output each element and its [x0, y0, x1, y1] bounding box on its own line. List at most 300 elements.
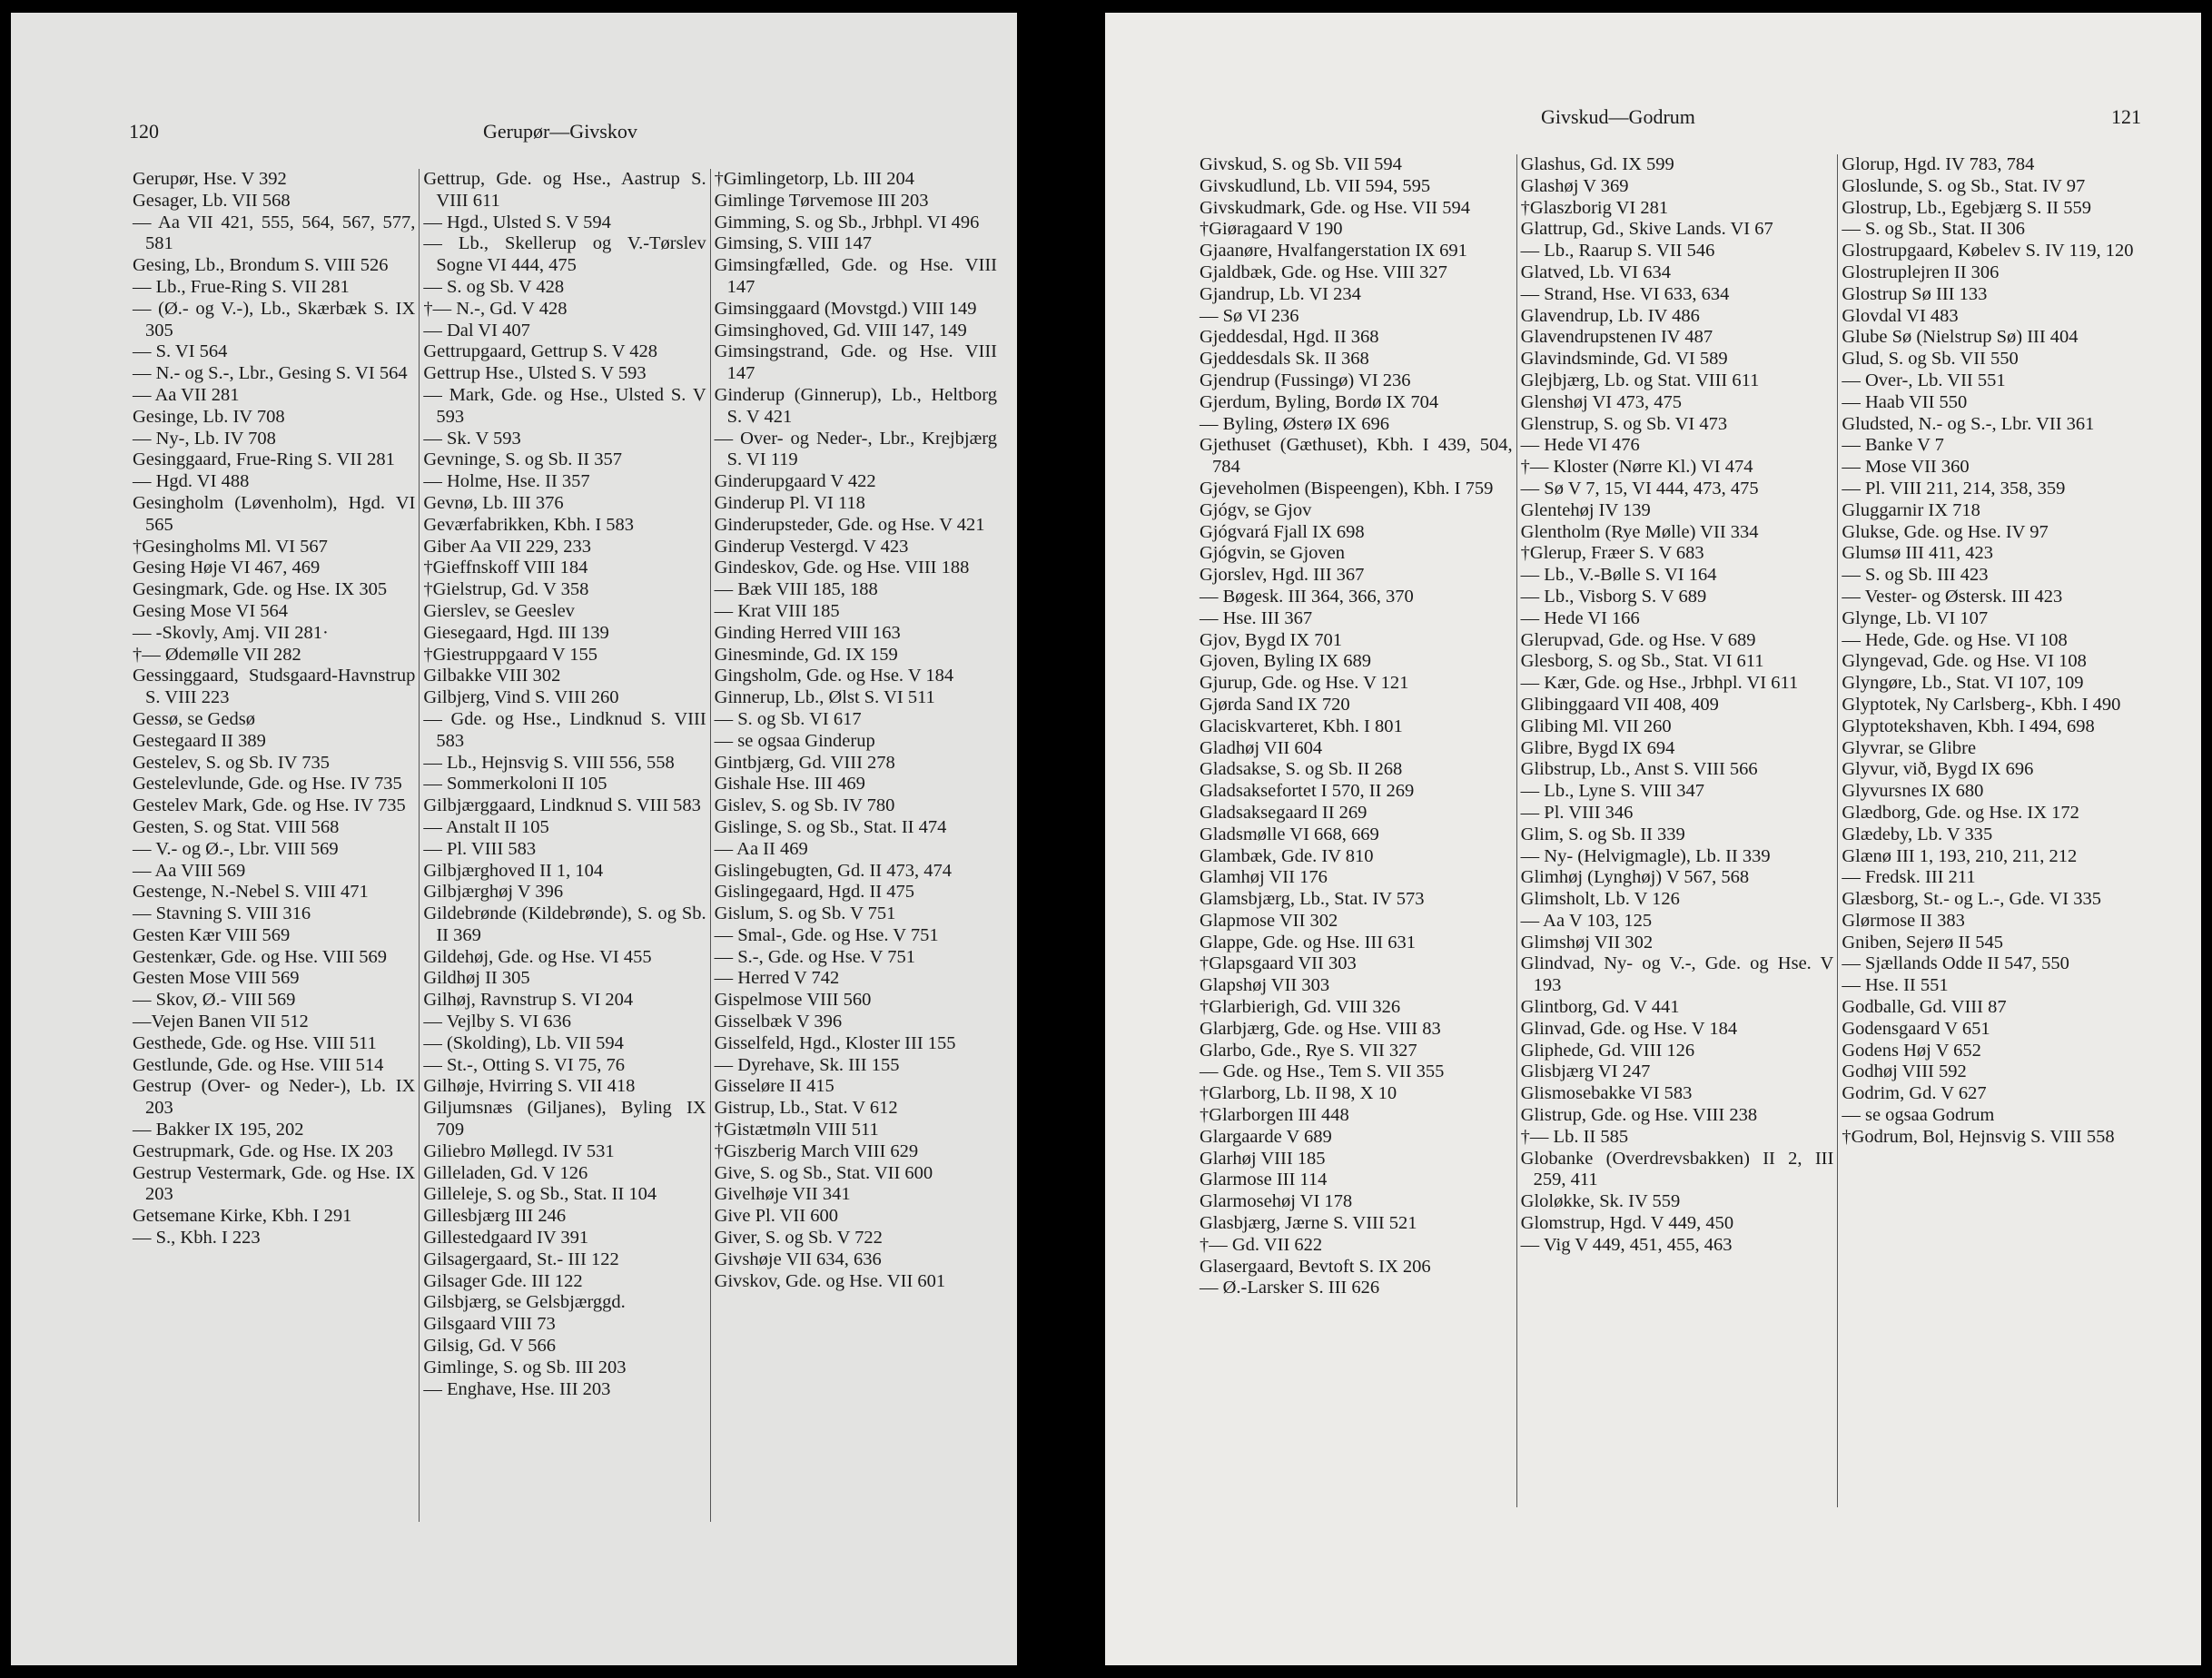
index-entry: — Over-, Lb. VII 551: [1842, 370, 2006, 390]
index-entry: Gintbjærg, Gd. VIII 278: [714, 752, 895, 773]
index-entry: Gliphede, Gd. VIII 126: [1520, 1040, 1695, 1061]
index-entry: Glarhøj VIII 185: [1200, 1148, 1326, 1169]
index-entry: — S. og Sb. VI 617: [714, 708, 862, 729]
index-entry: Glud, S. og Sb. VII 550: [1842, 349, 2019, 370]
page-number: 120: [129, 120, 159, 143]
index-entry: Glargaarde V 689: [1200, 1126, 1332, 1147]
index-entry: Gimsingfælled, Gde. og Hse. VIII 147: [714, 255, 997, 297]
index-entry: Gimsing, S. VIII 147: [714, 233, 872, 254]
index-entry: — Hede VI 166: [1520, 607, 1640, 628]
index-entry: Ginderup Vestergd. V 423: [714, 536, 909, 557]
index-entry: Gesten, S. og Stat. VIII 568: [133, 816, 340, 837]
index-column: [1837, 154, 2158, 1507]
index-entry: Gjógvará Fjall IX 698: [1200, 521, 1365, 542]
index-entry: †Glapsgaard VII 303: [1200, 953, 1357, 974]
index-entry: Givshøje VII 634, 636: [714, 1249, 882, 1269]
index-entry: Glindvad, Ny- og V.-, Gde. og Hse. V 193: [1520, 953, 1834, 996]
index-entry: — Gde. og Hse., Lindknud S. VIII 583: [423, 708, 706, 751]
index-entry: — Skov, Ø.- VIII 569: [133, 990, 296, 1011]
index-entry: Glenstrup, S. og Sb. VI 473: [1520, 413, 1728, 434]
index-entry: — S., Kbh. I 223: [133, 1228, 261, 1249]
index-entry: Glyngøre, Lb., Stat. VI 107, 109: [1842, 673, 2084, 694]
index-entry: Gestenkær, Gde. og Hse. VIII 569: [133, 946, 388, 967]
index-entry: — Smal-, Gde. og Hse. V 751: [714, 924, 939, 945]
index-entry: Glæsborg, St.- og L.-, Gde. VI 335: [1842, 889, 2102, 910]
index-entry: Gestelev, S. og Sb. IV 735: [133, 752, 330, 773]
index-entry: — Haab VII 550: [1842, 391, 1968, 412]
index-entry: Gloslunde, S. og Sb., Stat. IV 97: [1842, 175, 2086, 196]
index-entry: Gilsagergaard, St.- III 122: [423, 1249, 619, 1269]
index-entry: Glovdal VI 483: [1842, 305, 1959, 326]
index-entry: Gimming, S. og Sb., Jrbhpl. VI 496: [714, 212, 980, 232]
index-entry: Glyptotek, Ny Carlsberg-, Kbh. I 490: [1842, 694, 2121, 715]
index-entry: Gillestedgaard IV 391: [423, 1228, 589, 1249]
index-entry: — Hse. III 367: [1200, 607, 1313, 628]
index-entry: Glasbjærg, Jærne S. VIII 521: [1200, 1213, 1417, 1234]
index-entry: — Fredsk. III 211: [1842, 867, 1976, 888]
index-entry: — Aa VII 421, 555, 564, 567, 577, 581: [133, 212, 416, 254]
index-entry: — Holme, Hse. II 357: [423, 471, 590, 492]
index-entry: Glube Sø (Nielstrup Sø) III 404: [1842, 327, 2079, 348]
index-entry: Gillesbjærg III 246: [423, 1206, 567, 1227]
index-entry: — V.- og Ø.-, Lbr. VIII 569: [133, 838, 339, 859]
index-entry: — Hse. II 551: [1842, 975, 1949, 996]
index-entry: — S. og Sb., Stat. II 306: [1842, 219, 2025, 240]
index-entry: Gjethuset (Gæthuset), Kbh. I 439, 504, 784: [1200, 435, 1513, 478]
index-entry: Gerupør, Hse. V 392: [133, 169, 287, 189]
index-entry: Glædborg, Gde. og Hse. IX 172: [1842, 802, 2079, 823]
index-entry: Gildhøj II 305: [423, 968, 530, 989]
index-entry: Glibstrup, Lb., Anst S. VIII 566: [1520, 759, 1758, 780]
index-entry: Glaciskvarteret, Kbh. I 801: [1200, 716, 1403, 736]
index-column: [1516, 154, 1838, 1507]
index-entry: — Lb., Lyne S. VIII 347: [1520, 781, 1704, 802]
index-entry: Gishale Hse. III 469: [714, 774, 865, 795]
index-entry: — Mark, Gde. og Hse., Ulsted S. V 593: [423, 384, 706, 427]
index-entry: Glapmose VII 302: [1200, 910, 1338, 931]
index-entry: Glarbjærg, Gde. og Hse. VIII 83: [1200, 1018, 1441, 1039]
index-entry: — Strand, Hse. VI 633, 634: [1520, 283, 1730, 304]
index-entry: — Pl. VIII 583: [423, 838, 537, 859]
index-entry: — Kær, Gde. og Hse., Jrbhpl. VI 611: [1520, 673, 1799, 694]
index-entry: Gilleladen, Gd. V 126: [423, 1162, 588, 1183]
index-entry: Godballe, Gd. VIII 87: [1842, 997, 2007, 1018]
index-entry: †Giøragaard V 190: [1200, 219, 1343, 240]
index-entry: Glesborg, S. og Sb., Stat. VI 611: [1520, 651, 1764, 672]
index-entry: Gestlunde, Gde. og Hse. VIII 514: [133, 1054, 384, 1075]
index-entry: Gjaldbæk, Gde. og Hse. VIII 327: [1200, 262, 1447, 282]
index-entry: — Hgd., Ulsted S. V 594: [423, 212, 611, 232]
index-entry: Givskov, Gde. og Hse. VII 601: [714, 1270, 946, 1291]
index-entry: †— N.-, Gd. V 428: [423, 298, 568, 319]
left-page: [11, 13, 1017, 1665]
index-entry: †Glarbierigh, Gd. VIII 326: [1200, 997, 1401, 1018]
index-column: [1196, 154, 1516, 1507]
index-entry: Glorup, Hgd. IV 783, 784: [1842, 154, 2035, 174]
index-entry: Gisseløre II 415: [714, 1076, 834, 1097]
index-entry: Glentholm (Rye Mølle) VII 334: [1520, 521, 1759, 542]
index-entry: Glænø III 1, 193, 210, 211, 212: [1842, 845, 2078, 866]
index-entry: Gesingholm (Løvenholm), Hgd. VI 565: [133, 492, 416, 535]
index-entry: Gladsaksefortet I 570, II 269: [1200, 781, 1415, 802]
index-entry: Gesing, Lb., Brondum S. VIII 526: [133, 255, 389, 276]
index-entry: — Bakker IX 195, 202: [133, 1120, 304, 1140]
index-entry: Godrim, Gd. V 627: [1842, 1083, 1987, 1104]
index-entry: Gesten Kær VIII 569: [133, 924, 291, 945]
index-entry: — Lb., Frue-Ring S. VII 281: [133, 276, 350, 297]
index-entry: Gisselbæk V 396: [714, 1012, 843, 1032]
index-entry: — (Skolding), Lb. VII 594: [423, 1032, 624, 1053]
index-entry: Gimlinge, S. og Sb. III 203: [423, 1357, 627, 1377]
index-entry: — Lb., Raarup S. VII 546: [1520, 241, 1715, 262]
index-entry: Glentehøj IV 139: [1520, 499, 1651, 520]
index-entry: — Sjællands Odde II 547, 550: [1842, 953, 2069, 974]
index-entry: Gilbjærghøj V 396: [423, 882, 564, 903]
index-entry: — Aa V 103, 125: [1520, 910, 1653, 931]
index-entry: †Gimlingetorp, Lb. III 204: [714, 169, 914, 189]
index-entry: Glyngevad, Gde. og Hse. VI 108: [1842, 651, 2087, 672]
index-entry: — Dyrehave, Sk. III 155: [714, 1054, 900, 1075]
index-entry: — Anstalt II 105: [423, 816, 549, 837]
index-entry: †— Gd. VII 622: [1200, 1234, 1323, 1255]
index-entry: — Vig V 449, 451, 455, 463: [1520, 1234, 1733, 1255]
index-entry: Gilbjærggaard, Lindknud S. VIII 583: [423, 795, 701, 816]
index-entry: Gestrup (Over- og Neder-), Lb. IX 203: [133, 1076, 416, 1119]
index-entry: Glørmose II 383: [1842, 910, 1965, 931]
index-entry: Givelhøje VII 341: [714, 1184, 851, 1205]
index-entry: Gestrupmark, Gde. og Hse. IX 203: [133, 1140, 393, 1161]
index-entry: — S.-, Gde. og Hse. V 751: [714, 946, 915, 967]
index-entry: — Mose VII 360: [1842, 457, 1970, 478]
index-entry: Gevninge, S. og Sb. II 357: [423, 449, 622, 470]
index-entry: Glintborg, Gd. V 441: [1520, 997, 1680, 1018]
index-entry: †Gieffnskoff VIII 184: [423, 558, 588, 578]
index-entry: Glukse, Gde. og Hse. IV 97: [1842, 521, 2049, 542]
index-entry: Gislum, S. og Sb. V 751: [714, 903, 896, 924]
index-entry: Gesthede, Gde. og Hse. VIII 511: [133, 1032, 377, 1053]
index-entry: Glashus, Gd. IX 599: [1520, 154, 1674, 174]
index-entry: Gjeddesdals Sk. II 368: [1200, 349, 1369, 370]
index-entry: — Aa VII 281: [133, 384, 240, 405]
index-entry: Glyvur, við, Bygd IX 696: [1842, 759, 2034, 780]
index-entry: — Aa II 469: [714, 838, 808, 859]
index-entry: Gierslev, se Geeslev: [423, 600, 575, 621]
index-entry: Gettrup Hse., Ulsted S. V 593: [423, 363, 647, 384]
index-entry: Glatved, Lb. VI 634: [1520, 262, 1671, 282]
index-entry: Glasergaard, Bevtoft S. IX 206: [1200, 1256, 1431, 1277]
index-entry: Glimshøj VII 302: [1520, 932, 1654, 953]
index-entry: Gladsmølle VI 668, 669: [1200, 824, 1379, 844]
index-entry: Glisbjærg VI 247: [1520, 1061, 1651, 1082]
index-entry: Geværfabrikken, Kbh. I 583: [423, 514, 635, 535]
index-entry: — Sk. V 593: [423, 428, 521, 449]
index-entry: Gispelmose VIII 560: [714, 990, 872, 1011]
index-entry: Glerupvad, Gde. og Hse. V 689: [1520, 629, 1756, 650]
index-entry: — Lb., Visborg S. V 689: [1520, 586, 1707, 607]
index-entry: Glyptotekshaven, Kbh. I 494, 698: [1842, 716, 2095, 736]
index-entry: Gjandrup, Lb. VI 234: [1200, 283, 1361, 304]
index-entry: Gisselfeld, Hgd., Kloster III 155: [714, 1032, 956, 1053]
index-entry: †— Lb. II 585: [1520, 1126, 1629, 1147]
index-entry: †Glaszborig VI 281: [1520, 197, 1669, 218]
index-entry: Gesing Høje VI 467, 469: [133, 558, 321, 578]
index-entry: Glarmosehøj VI 178: [1200, 1191, 1353, 1212]
index-entry: Gilsgaard VIII 73: [423, 1314, 556, 1335]
index-entry: Gjov, Bygd IX 701: [1200, 629, 1342, 650]
index-entry: Give Pl. VII 600: [714, 1206, 838, 1227]
index-entry: Glarmose III 114: [1200, 1170, 1328, 1190]
index-entry: Gjaanøre, Hvalfangerstation IX 691: [1200, 241, 1467, 262]
index-entry: — se ogsaa Ginderup: [714, 730, 875, 751]
index-entry: Gilhøj, Ravnstrup S. VI 204: [423, 990, 634, 1011]
index-entry: Gloløkke, Sk. IV 559: [1520, 1191, 1681, 1212]
index-entry: †— Kloster (Nørre Kl.) VI 474: [1520, 457, 1753, 478]
index-entry: Glostrupgaard, Købelev S. IV 119, 120: [1842, 241, 2134, 262]
index-entry: Glostruplejren II 306: [1842, 262, 2000, 282]
index-entry: Glambæk, Gde. IV 810: [1200, 845, 1374, 866]
index-entry: Ginding Herred VIII 163: [714, 622, 901, 643]
index-entry: Gesinge, Lb. IV 708: [133, 406, 285, 427]
index-entry: Gistrup, Lb., Stat. V 612: [714, 1098, 898, 1119]
index-entry: Ginderup Pl. VI 118: [714, 492, 865, 513]
index-entry: Gimsingstrand, Gde. og Hse. VIII 147: [714, 341, 997, 384]
index-entry: Gettrupgaard, Gettrup S. V 428: [423, 341, 658, 362]
index-entry: — Hgd. VI 488: [133, 471, 250, 492]
index-entry: Gilsig, Gd. V 566: [423, 1336, 556, 1357]
index-entry: Gessinggaard, Studsgaard-Havnstrup S. VIII 223: [133, 666, 416, 708]
index-entry: — S. og Sb. III 423: [1842, 565, 1989, 586]
index-entry: — Aa VIII 569: [133, 860, 246, 881]
index-entry: Gildebrønde (Kildebrønde), S. og Sb. II 369: [423, 903, 706, 945]
index-entry: Gildehøj, Gde. og Hse. VI 455: [423, 946, 652, 967]
index-entry: Glenshøj VI 473, 475: [1520, 391, 1682, 412]
index-entry: — Sø VI 236: [1200, 305, 1299, 326]
index-entry: Glostrup Sø III 133: [1842, 283, 1988, 304]
index-entry: Gilsbjærg, se Gelsbjærggd.: [423, 1292, 626, 1313]
index-entry: — Lb., Skellerup og V.-Tørslev Sogne VI 444, 475: [423, 233, 706, 276]
index-column: [710, 169, 1001, 1522]
index-entry: Glostrup, Lb., Egebjærg S. II 559: [1842, 197, 2091, 218]
index-entry: — Ø.-Larsker S. III 626: [1200, 1278, 1380, 1298]
index-entry: Glynge, Lb. VI 107: [1842, 607, 1989, 628]
index-entry: — Ny-, Lb. IV 708: [133, 428, 276, 449]
index-entry: Gjeddesdal, Hgd. II 368: [1200, 327, 1379, 348]
index-entry: — Ny- (Helvigmagle), Lb. II 339: [1520, 845, 1771, 866]
index-entry: Gjoven, Byling IX 689: [1200, 651, 1372, 672]
index-entry: Gniben, Sejerø II 545: [1842, 932, 2003, 953]
index-entry: Giesegaard, Hgd. III 139: [423, 622, 609, 643]
index-entry: — Lb., Hejnsvig S. VIII 556, 558: [423, 752, 675, 773]
index-entry: — Krat VIII 185: [714, 600, 840, 621]
index-entry: †Godrum, Bol, Hejnsvig S. VIII 558: [1842, 1126, 2115, 1147]
index-entry: Gesingmark, Gde. og Hse. IX 305: [133, 579, 388, 600]
index-entry: Gladsakse, S. og Sb. II 268: [1200, 759, 1403, 780]
index-entry: — S. og Sb. V 428: [423, 276, 565, 297]
index-entry: †Glerup, Fræer S. V 683: [1520, 543, 1704, 564]
index-entry: Giber Aa VII 229, 233: [423, 536, 591, 557]
index-entry: Gesinggaard, Frue-Ring S. VII 281: [133, 449, 395, 470]
index-entry: Glimhøj (Lynghøj) V 567, 568: [1520, 867, 1750, 888]
index-entry: Gimlinge Tørvemose III 203: [714, 190, 929, 211]
index-entry: Gilbakke VIII 302: [423, 666, 561, 686]
index-entry: — Enghave, Hse. III 203: [423, 1378, 611, 1399]
index-entry: Godensgaard V 651: [1842, 1018, 1990, 1039]
index-entry: Ginderupgaard V 422: [714, 471, 876, 492]
index-entry: Glavendrupstenen IV 487: [1520, 327, 1713, 348]
index-entry: Gesing Mose VI 564: [133, 600, 289, 621]
index-entry: Gladhøj VII 604: [1200, 737, 1323, 758]
index-entry: Gilbjærghoved II 1, 104: [423, 860, 604, 881]
index-entry: — Stavning S. VIII 316: [133, 903, 311, 924]
running-head: Givskud—Godrum: [1541, 105, 1695, 128]
index-columns: [129, 169, 1001, 1522]
index-entry: Gingsholm, Gde. og Hse. V 184: [714, 666, 954, 686]
index-entry: Gimsinghoved, Gd. VIII 147, 149: [714, 320, 967, 341]
index-entry: — Bøgesk. III 364, 366, 370: [1200, 586, 1414, 607]
index-entry: — Bæk VIII 185, 188: [714, 579, 878, 600]
index-entry: — Gde. og Hse., Tem S. VII 355: [1200, 1061, 1445, 1082]
index-columns: [1196, 154, 2158, 1507]
index-entry: Glejbjærg, Lb. og Stat. VIII 611: [1520, 370, 1760, 390]
index-entry: Godens Høj V 652: [1842, 1040, 1981, 1061]
index-entry: Glyvrar, se Glibre: [1842, 737, 1977, 758]
index-entry: †Giestruppgaard V 155: [423, 644, 598, 665]
index-entry: Give, S. og Sb., Stat. VII 600: [714, 1162, 933, 1183]
index-entry: — Hede, Gde. og Hse. VI 108: [1842, 629, 2068, 650]
index-entry: — Byling, Østerø IX 696: [1200, 413, 1389, 434]
index-entry: Glismosebakke VI 583: [1520, 1083, 1693, 1104]
index-entry: Gjerdum, Byling, Bordø IX 704: [1200, 391, 1439, 412]
index-entry: Gilsager Gde. III 122: [423, 1270, 583, 1291]
index-entry: — (Ø.- og V.-), Lb., Skærbæk S. IX 305: [133, 298, 416, 341]
index-entry: Glappe, Gde. og Hse. III 631: [1200, 932, 1416, 953]
index-entry: — S. VI 564: [133, 341, 228, 362]
index-entry: Gjeveholmen (Bispeengen), Kbh. I 759: [1200, 478, 1494, 498]
index-entry: Glædeby, Lb. V 335: [1842, 824, 1993, 844]
index-entry: Glomstrup, Hgd. V 449, 450: [1520, 1213, 1734, 1234]
index-entry: — Sommerkoloni II 105: [423, 774, 607, 795]
index-entry: — N.- og S.-, Lbr., Gesing S. VI 564: [133, 363, 408, 384]
index-entry: Gilbjerg, Vind S. VIII 260: [423, 687, 619, 708]
index-entry: Gilleleje, S. og Sb., Stat. II 104: [423, 1184, 657, 1205]
index-entry: Ginderup (Ginnerup), Lb., Heltborg S. V 421: [714, 384, 997, 427]
index-entry: Gestelev Mark, Gde. og Hse. IV 735: [133, 795, 406, 816]
index-entry: —Vejen Banen VII 512: [133, 1012, 309, 1032]
index-entry: — Sø V 7, 15, VI 444, 473, 475: [1520, 478, 1759, 498]
index-entry: Getsemane Kirke, Kbh. I 291: [133, 1206, 352, 1227]
index-entry: Gladsaksegaard II 269: [1200, 802, 1368, 823]
index-entry: Gevnø, Lb. III 376: [423, 492, 564, 513]
index-entry: Gessø, se Gedsø: [133, 708, 255, 729]
index-entry: — Banke V 7: [1842, 435, 1944, 456]
index-entry: Gettrup, Gde. og Hse., Aastrup S. VIII 611: [423, 169, 706, 211]
index-entry: †Glarborg, Lb. II 98, X 10: [1200, 1083, 1397, 1104]
index-entry: — se ogsaa Godrum: [1842, 1105, 1995, 1126]
index-entry: — Over- og Neder-, Lbr., Krejbjærg S. VI 119: [714, 428, 997, 470]
index-entry: Gindeskov, Gde. og Hse. VIII 188: [714, 558, 970, 578]
index-entry: Glattrup, Gd., Skive Lands. VI 67: [1520, 219, 1773, 240]
index-entry: Glim, S. og Sb. II 339: [1520, 824, 1685, 844]
index-entry: Gislev, S. og Sb. IV 780: [714, 795, 895, 816]
index-entry: Glashøj V 369: [1520, 175, 1629, 196]
index-entry: — Hede VI 476: [1520, 435, 1640, 456]
index-column: [419, 169, 709, 1522]
index-entry: Gjógvin, se Gjoven: [1200, 543, 1345, 564]
index-entry: Gislingegaard, Hgd. II 475: [714, 882, 914, 903]
index-entry: — Dal VI 407: [423, 320, 530, 341]
index-entry: Gilhøje, Hvirring S. VII 418: [423, 1076, 636, 1097]
index-entry: — St.-, Otting S. VI 75, 76: [423, 1054, 626, 1075]
index-entry: Ginderupsteder, Gde. og Hse. V 421: [714, 514, 985, 535]
index-entry: Glamsbjærg, Lb., Stat. IV 573: [1200, 889, 1425, 910]
index-entry: †Glarborgen III 448: [1200, 1105, 1349, 1126]
index-entry: Glibre, Bygd IX 694: [1520, 737, 1675, 758]
index-entry: †Giszberig March VIII 629: [714, 1140, 919, 1161]
index-entry: Giver, S. og Sb. V 722: [714, 1228, 883, 1249]
index-column: [129, 169, 419, 1522]
index-entry: Gjógv, se Gjov: [1200, 499, 1312, 520]
index-entry: Gestenge, N.-Nebel S. VIII 471: [133, 882, 369, 903]
index-entry: Glavindsminde, Gd. VI 589: [1520, 349, 1728, 370]
index-entry: Glyvursnes IX 680: [1842, 781, 1984, 802]
index-entry: Glamhøj VII 176: [1200, 867, 1328, 888]
index-entry: Gjørda Sand IX 720: [1200, 694, 1350, 715]
index-entry: Glavendrup, Lb. IV 486: [1520, 305, 1700, 326]
index-entry: Gjorslev, Hgd. III 367: [1200, 565, 1365, 586]
index-entry: Gjendrup (Fussingø) VI 236: [1200, 370, 1411, 390]
index-entry: Godhøj VIII 592: [1842, 1061, 1967, 1082]
index-entry: Gestegaard II 389: [133, 730, 266, 751]
index-entry: Glapshøj VII 303: [1200, 975, 1330, 996]
index-entry: Ginesminde, Gd. IX 159: [714, 644, 898, 665]
index-entry: — Herred V 742: [714, 968, 840, 989]
index-entry: Givskudlund, Lb. VII 594, 595: [1200, 175, 1431, 196]
index-entry: Giljumsnæs (Giljanes), Byling IX 709: [423, 1098, 706, 1140]
index-entry: Glibing Ml. VII 260: [1520, 716, 1672, 736]
index-entry: — Pl. VIII 346: [1520, 802, 1634, 823]
index-entry: Gestrup Vestermark, Gde. og Hse. IX 203: [133, 1162, 416, 1205]
index-entry: †Gielstrup, Gd. V 358: [423, 579, 589, 600]
index-entry: Gislingebugten, Gd. II 473, 474: [714, 860, 953, 881]
index-entry: — Vejlby S. VI 636: [423, 1012, 572, 1032]
index-entry: Gestelevlunde, Gde. og Hse. IV 735: [133, 774, 402, 795]
index-entry: Globanke (Overdrevsbakken) II 2, III 259, 411: [1520, 1148, 1834, 1190]
index-entry: Giliebro Møllegd. IV 531: [423, 1140, 615, 1161]
index-entry: Glibinggaard VII 408, 409: [1520, 694, 1719, 715]
index-entry: Gludsted, N.- og S.-, Lbr. VII 361: [1842, 413, 2095, 434]
index-entry: †— Ødemølle VII 282: [133, 644, 301, 665]
index-entry: Givskud, S. og Sb. VII 594: [1200, 154, 1402, 174]
index-entry: — Lb., V.-Bølle S. VI 164: [1520, 565, 1717, 586]
index-entry: — Vester- og Østersk. III 423: [1842, 586, 2063, 607]
index-entry: Gesager, Lb. VII 568: [133, 190, 291, 211]
index-entry: — Pl. VIII 211, 214, 358, 359: [1842, 478, 2066, 498]
index-entry: †Gesingholms Ml. VI 567: [133, 536, 328, 557]
index-entry: Ginnerup, Lb., Ølst S. VI 511: [714, 687, 935, 708]
index-entry: Glimsholt, Lb. V 126: [1520, 889, 1680, 910]
page-number: 121: [2111, 105, 2141, 128]
running-head: Gerupør—Givskov: [483, 120, 637, 143]
index-entry: Gjurup, Gde. og Hse. V 121: [1200, 673, 1409, 694]
index-entry: Glumsø III 411, 423: [1842, 543, 1993, 564]
index-entry: Givskudmark, Gde. og Hse. VII 594: [1200, 197, 1470, 218]
index-entry: Glarbo, Gde., Rye S. VII 327: [1200, 1040, 1417, 1061]
index-entry: Gislinge, S. og Sb., Stat. II 474: [714, 816, 947, 837]
index-entry: Glistrup, Gde. og Hse. VIII 238: [1520, 1105, 1758, 1126]
index-entry: Glinvad, Gde. og Hse. V 184: [1520, 1018, 1738, 1039]
index-entry: Gimsinggaard (Movstgd.) VIII 149: [714, 298, 977, 319]
index-entry: — -Skovly, Amj. VII 281·: [133, 622, 329, 643]
